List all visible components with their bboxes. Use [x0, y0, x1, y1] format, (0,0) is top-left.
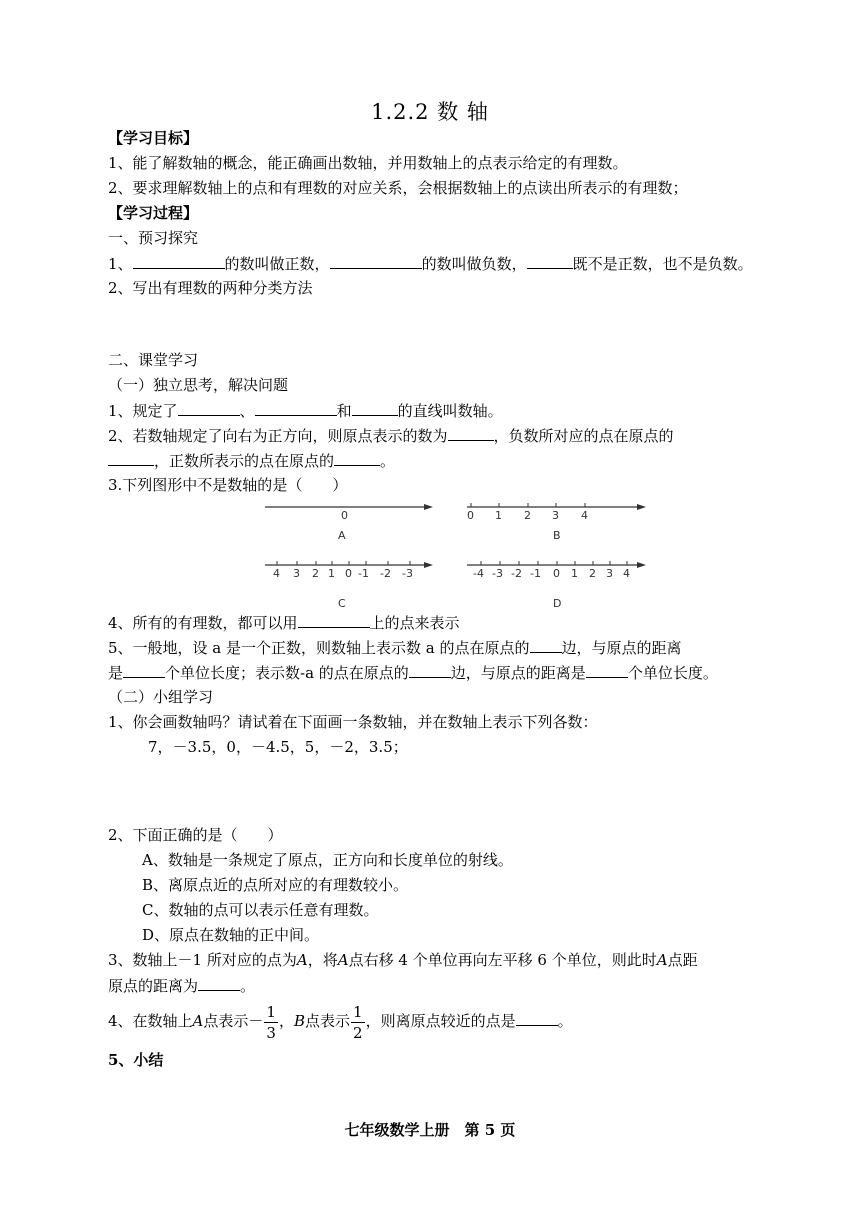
tick-label: 0: [553, 567, 560, 580]
tick-label: -1: [530, 567, 541, 580]
answer-blank: [516, 1010, 558, 1026]
option-letter: C: [338, 597, 346, 610]
group-question-5: 5、小结: [108, 1051, 164, 1069]
page-title: 1.2.2 数 轴: [371, 100, 489, 124]
answer-blank: [178, 400, 240, 416]
class-heading: 二、课堂学习: [108, 351, 199, 369]
preview-question-2: 2、写出有理数的两种分类方法: [108, 279, 313, 297]
answer-blank: [530, 637, 562, 653]
tick-label: 4: [623, 567, 630, 580]
tick-label: 1: [328, 567, 335, 580]
option-letter: A: [338, 529, 346, 542]
process-heading: 【学习过程】: [108, 204, 199, 222]
class-question-2-cont: ，正数所表示的点在原点的 。: [108, 450, 395, 471]
tick-label: 0: [467, 509, 474, 522]
answer-blank: [298, 612, 370, 628]
tick-label: 3: [293, 567, 300, 580]
group-question-1: 1、你会画数轴吗？请试着在下面画一条数轴，并在数轴上表示下列各数：: [108, 713, 598, 731]
tick-label: 4: [581, 509, 588, 522]
answer-blank: [586, 662, 628, 678]
preview-question-1: 1、 的数叫做正数， 的数叫做负数， 既不是正数，也不是负数。: [108, 255, 753, 273]
answer-blank: [198, 975, 240, 991]
answer-blank: [123, 662, 165, 678]
group-question-2-option-d: D、原点在数轴的正中间。: [142, 926, 320, 944]
class-subheading-1: （一）独立思考，解决问题: [108, 376, 289, 394]
answer-blank: [448, 425, 494, 441]
answer-blank: [409, 662, 451, 678]
group-question-3: 3、数轴上－1 所对应的点为A，将A点右移 4 个单位再向左平移 6 个单位，则此时A点距: [108, 951, 698, 969]
group-question-2-option-c: C、数轴的点可以表示任意有理数。: [142, 901, 379, 919]
answer-blank: [352, 400, 398, 416]
tick-label: 2: [312, 567, 319, 580]
group-question-2-option-a: A、数轴是一条规定了原点，正方向和长度单位的射线。: [142, 851, 513, 869]
answer-blank: [330, 253, 422, 269]
class-question-4: 4、所有的有理数，都可以用 上的点来表示: [108, 614, 460, 632]
goal-item-1: 1、能了解数轴的概念，能正确画出数轴，并用数轴上的点表示给定的有理数。: [108, 154, 628, 172]
tick-label: 1: [571, 567, 578, 580]
option-b-axis: [467, 503, 646, 542]
option-d-axis: [467, 561, 646, 610]
page-footer: 七年级数学上册 第 5 页: [344, 1121, 516, 1139]
tick-label: 2: [589, 567, 596, 580]
number-line-figures: [0, 495, 860, 615]
tick-label: -4: [473, 567, 484, 580]
tick-label: 4: [273, 567, 280, 580]
tick-label: 1: [495, 509, 502, 522]
group-question-2: 2、下面正确的是（ ）: [108, 826, 283, 844]
fraction-one-half: $\frac{1}{2}$: [353, 1002, 363, 1042]
group-question-1-numbers: 7，－3.5，0，－4.5，5，－2，3.5；: [148, 738, 408, 756]
tick-label: 3: [606, 567, 613, 580]
answer-blank: [108, 450, 154, 466]
goal-item-2: 2、要求理解数轴上的点和有理数的对应关系，会根据数轴上的点读出所表示的有理数；: [108, 179, 688, 197]
option-letter: D: [553, 597, 562, 610]
tick-label: -1: [358, 567, 369, 580]
class-question-2: 2、若数轴规定了向右为正方向，则原点表示的数为 ，负数所对应的点在原点的: [108, 427, 674, 445]
answer-blank: [133, 253, 225, 269]
class-question-5: 5、一般地，设 a 是一个正数，则数轴上表示数 a 的点在原点的 边，与原点的距离: [108, 639, 682, 657]
group-question-2-option-b: B、离原点近的点所对应的有理数较小。: [142, 876, 409, 894]
option-a-axis: [265, 504, 433, 542]
tick-label: -3: [492, 567, 503, 580]
answer-blank: [334, 450, 380, 466]
preview-heading: 一、预习探究: [108, 229, 199, 247]
class-subheading-2: （二）小组学习: [108, 688, 214, 706]
class-question-1: 1、规定了 、 和 的直线叫数轴。: [108, 402, 503, 420]
goals-heading: 【学习目标】: [108, 129, 199, 147]
option-c-axis: [265, 561, 433, 610]
group-question-4: 4、在数轴上A点表示－ $\frac{1}{3}$ ，B点表示 $\frac{1}{2}$ ，则离原点较近的点是 。: [108, 1002, 573, 1042]
tick-label: -2: [380, 567, 391, 580]
class-question-5-cont: 是 个单位长度；表示数-a 的点在原点的 边，与原点的距离是 个单位长度。: [108, 664, 718, 682]
tick-label: -3: [402, 567, 413, 580]
group-question-3-cont: 原点的距离为 。: [108, 977, 256, 995]
tick-label: -2: [511, 567, 522, 580]
tick-label: 0: [341, 509, 348, 522]
tick-label: 2: [524, 509, 531, 522]
tick-label: 3: [552, 509, 559, 522]
fraction-one-third: $\frac{1}{3}$: [266, 1002, 276, 1042]
option-letter: B: [553, 529, 561, 542]
answer-blank: [255, 400, 337, 416]
tick-label: 0: [345, 567, 352, 580]
class-question-3: 3.下列图形中不是数轴的是（ ）: [108, 476, 348, 494]
answer-blank: [527, 253, 573, 269]
